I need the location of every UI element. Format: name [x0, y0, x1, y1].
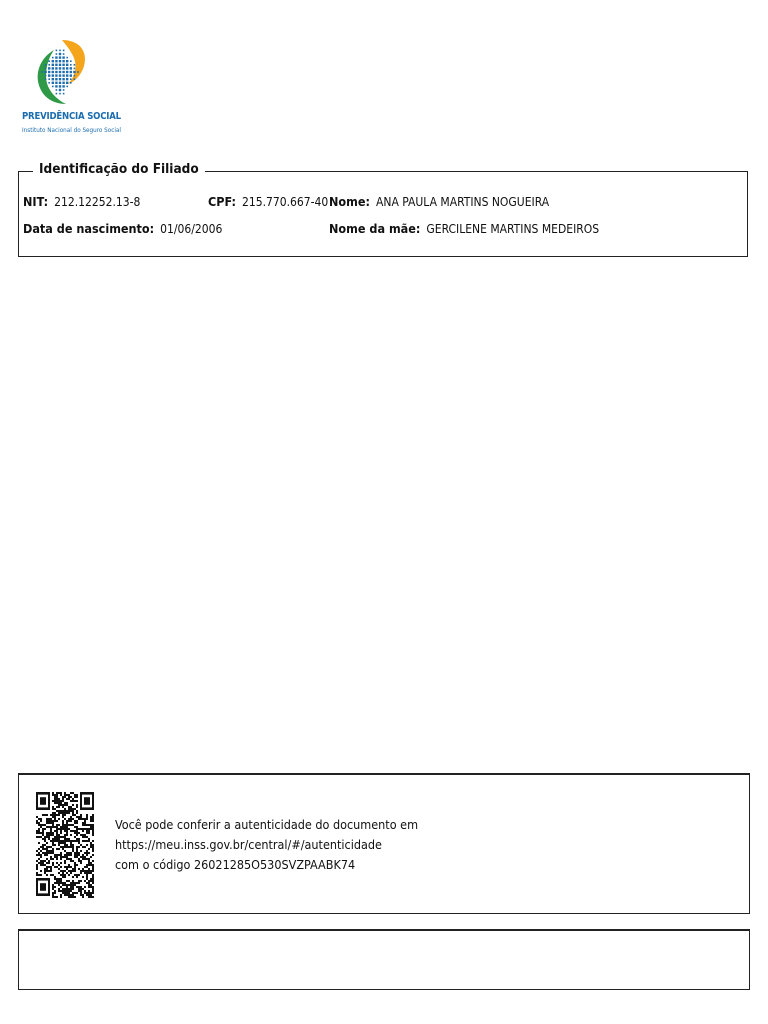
nit-value: 212.12252.13-8	[54, 195, 141, 209]
nome-mae-value: GERCILENE MARTINS MEDEIROS	[426, 222, 600, 236]
nome-field	[329, 194, 549, 209]
nome-mae-label: Nome da mãe:	[329, 221, 421, 236]
identificacao-filiado-section	[18, 161, 748, 257]
qr-code-icon	[36, 792, 94, 898]
data-nascimento-field	[23, 221, 222, 236]
nit-label: NIT:	[23, 194, 49, 209]
autenticidade-url: https://meu.inss.gov.br/central/#/autenticidade	[115, 837, 382, 852]
nome-label: Nome:	[329, 194, 370, 209]
nome-value: ANA PAULA MARTINS NOGUEIRA	[376, 195, 550, 209]
autenticidade-text	[115, 815, 418, 875]
previdencia-social-logo	[20, 38, 121, 142]
cpf-label: CPF:	[208, 194, 236, 209]
logo-emblem-icon	[32, 38, 88, 108]
data-nascimento-value: 01/06/2006	[160, 222, 223, 236]
empty-footer-box	[18, 929, 750, 990]
section-legend: Identificação do Filiado	[33, 161, 205, 177]
logo-title: PREVIDÊNCIA SOCIAL	[22, 111, 121, 122]
autenticidade-line-1: Você pode conferir a autenticidade do documento em	[115, 817, 419, 832]
cpf-value: 215.770.667-40	[242, 195, 329, 209]
autenticidade-codigo: com o código 26021285O530SVZPAABK74	[115, 857, 356, 872]
logo-subtitle: Instituto Nacional do Seguro Social	[22, 127, 121, 134]
nome-mae-field	[329, 221, 599, 236]
autenticidade-section	[18, 773, 750, 914]
cpf-field	[208, 194, 328, 209]
nit-field	[23, 194, 140, 209]
data-nascimento-label: Data de nascimento:	[23, 221, 155, 236]
